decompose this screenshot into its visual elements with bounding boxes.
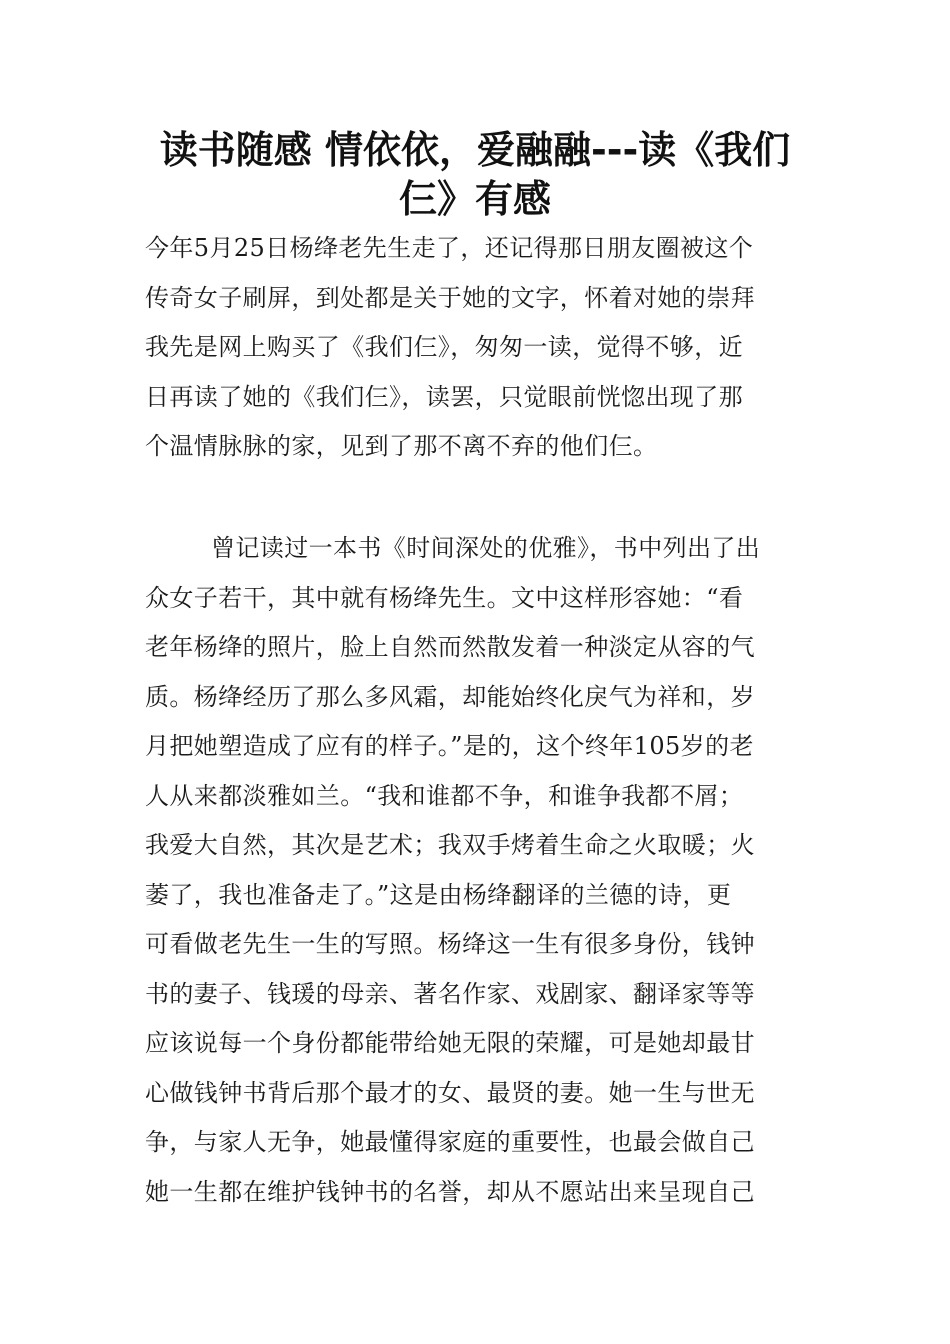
title-line: 仨》有感 [398,177,551,221]
document-title [145,126,805,224]
text-line: 今年5月25日杨绛老先生走了，还记得那日朋友圈被这个 [145,234,754,262]
text-line: 人从来都淡雅如兰。“我和谁都不争，和谁争我都不屑； [145,781,744,810]
text-line: 争，与家人无争，她最懂得家庭的重要性，也最会做自己 [145,1128,755,1156]
paragraph-intro [145,224,805,472]
text-line: 我先是网上购买了《我们仨》，匆匆一读，觉得不够，近 [145,333,743,361]
text-line: 可看做老先生一生的写照。杨绛这一生有很多身份，钱钟 [145,930,755,958]
text-line: 曾记读过一本书《时间深处的优雅》，书中列出了出 [211,534,761,562]
text-line: 应该说每一个身份都能带给她无限的荣耀，可是她却最甘 [145,1029,755,1057]
text-line: 我爱大自然，其次是艺术；我双手烤着生命之火取暖；火 [145,831,755,859]
text-line: 日再读了她的《我们仨》，读罢，只觉眼前恍惚出现了那 [145,382,743,411]
text-line: 书的妻子、钱瑗的母亲、著名作家、戏剧家、翻译家等等 [145,979,755,1008]
text-line: 老年杨绛的照片，脸上自然而然散发着一种淡定从容的气 [145,633,755,661]
text-line: 月把她塑造成了应有的样子。”是的，这个终年105岁的老 [145,732,754,760]
paragraph-body [145,524,805,1217]
text-line: 众女子若干，其中就有杨绛先生。文中这样形容她：“看 [145,583,744,612]
title-line: 读书随感 情依依，爱融融---读《我们 [159,128,791,172]
text-line: 心做钱钟书背后那个最才的女、最贤的妻。她一生与世无 [145,1078,755,1107]
text-line: 传奇女子刷屏，到处都是关于她的文字，怀着对她的崇拜 [145,283,755,312]
text-line: 质。杨绛经历了那么多风霜，却能始终化戾气为祥和，岁 [145,682,755,711]
text-line: 个温情脉脉的家，见到了那不离不弃的他们仨。 [145,432,658,460]
text-line: 她一生都在维护钱钟书的名誉，却从不愿站出来呈现自己 [145,1177,755,1206]
text-line: 萎了，我也准备走了。”这是由杨绛翻译的兰德的诗，更 [145,880,732,909]
